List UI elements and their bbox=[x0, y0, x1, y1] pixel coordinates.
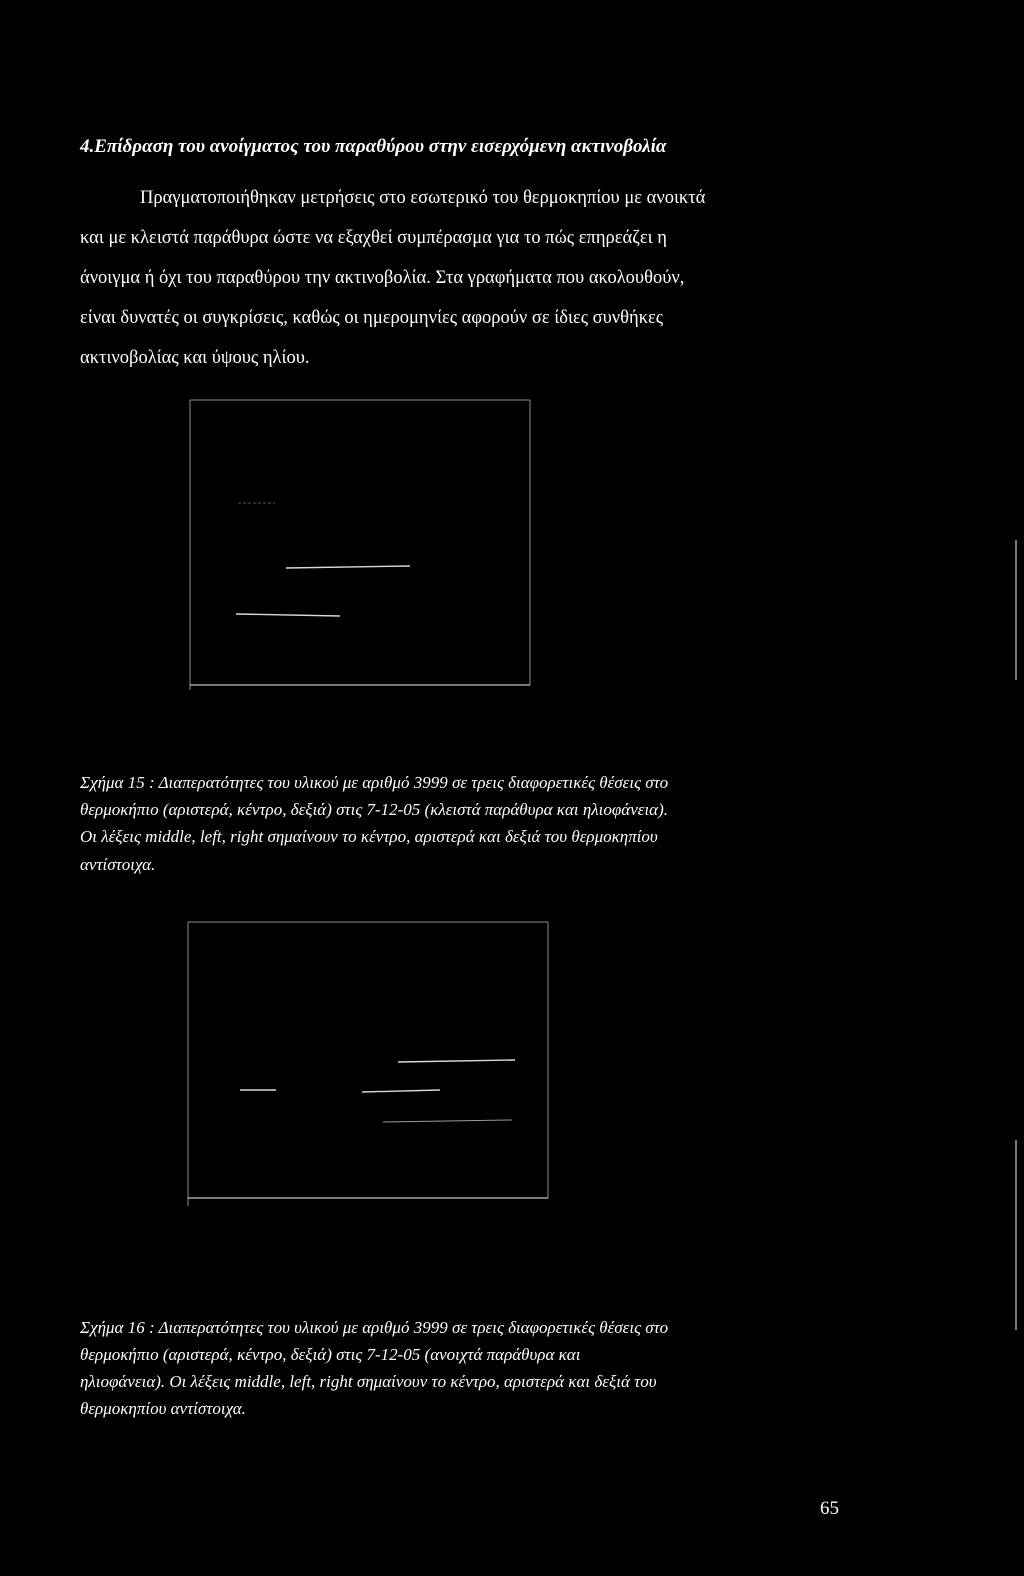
figure-15-plot bbox=[190, 400, 530, 690]
paragraph-line: άνοιγμα ή όχι του παραθύρου την ακτινοβολία. Στα γραφήματα που ακολουθούν, bbox=[80, 268, 685, 288]
caption-line: ηλιοφάνεια). Οι λέξεις middle, left, right σημαίνουν το κέντρο, αριστερά και δεξιά του bbox=[80, 1372, 657, 1391]
paragraph-line: ακτινοβολίας και ύψους ηλίου. bbox=[80, 348, 310, 368]
caption-line: θερμοκήπιο (αριστερά, κέντρο, δεξιά) στις 7-12-05 (ανοιχτά παράθυρα και bbox=[80, 1345, 581, 1364]
figure-16-plot bbox=[188, 922, 548, 1206]
figure-16-trace bbox=[383, 1120, 512, 1122]
section-heading: 4.Επίδραση του ανοίγματος του παραθύρου στην εισερχόμενη ακτινοβολία bbox=[80, 136, 667, 157]
paragraph-line: Πραγματοποιήθηκαν μετρήσεις στο εσωτερικό του θερμοκηπίου με ανοικτά bbox=[140, 188, 706, 208]
caption-line: Σχήμα 16 : Διαπερατότητες του υλικού με αριθμό 3999 σε τρεις διαφορετικές θέσεις στο bbox=[80, 1318, 669, 1337]
figure-16-trace bbox=[362, 1090, 440, 1092]
caption-line: αντίστοιχα. bbox=[80, 855, 156, 874]
figure-15-trace bbox=[286, 566, 410, 568]
caption-line: θερμοκήπιο (αριστερά, κέντρο, δεξιά) στις 7-12-05 (κλειστά παράθυρα και ηλιοφάνεια). bbox=[80, 800, 669, 819]
page-number: 65 bbox=[820, 1498, 839, 1519]
figure-16-trace bbox=[398, 1060, 515, 1062]
caption-line: Σχήμα 15 : Διαπερατότητες του υλικού με αριθμό 3999 σε τρεις διαφορετικές θέσεις στο bbox=[80, 773, 669, 792]
figure-15-trace bbox=[236, 614, 340, 616]
caption-line: θερμοκηπίου αντίστοιχα. bbox=[80, 1399, 246, 1418]
paragraph-line: είναι δυνατές οι συγκρίσεις, καθώς οι ημερομηνίες αφορούν σε ίδιες συνθήκες bbox=[80, 308, 664, 328]
paragraph-line: και με κλειστά παράθυρα ώστε να εξαχθεί συμπέρασμα για το πώς επηρεάζει η bbox=[80, 228, 667, 248]
caption-line: Οι λέξεις middle, left, right σημαίνουν το κέντρο, αριστερά και δεξιά του θερμοκηπίου bbox=[80, 827, 658, 846]
